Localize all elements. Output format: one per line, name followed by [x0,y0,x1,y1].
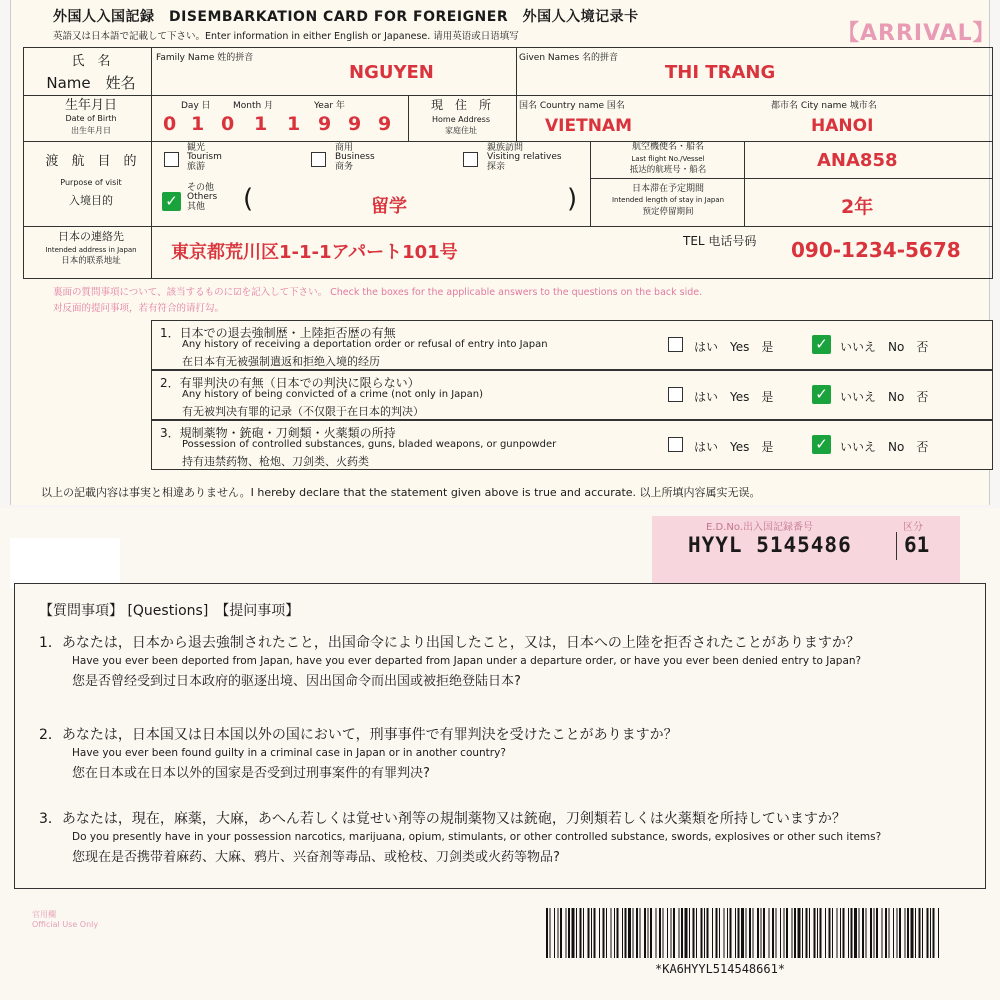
barcode [546,908,940,958]
dob-digit[interactable]: 1 [191,113,205,135]
barcode-text: *KA6HYYL514548661* [655,962,786,976]
yes-checkbox[interactable] [668,337,683,352]
flight-label-jp: 航空機便名・船名 [631,142,704,152]
family-name-field[interactable]: NGUYEN [349,62,434,83]
stay-label-jp: 日本滞在予定期間 [631,184,704,194]
question-row: 1．日本での退去強制歴・上陸拒否歴の有無 Any history of receiving a deportation order or refusal of entry into Japan 在日本有无被强制遣返和拒绝入境的经历 はい Yes 是 ✓ いいえ No 否 [151,320,993,370]
family-name-label: Family Name 姓的拼音 [156,53,254,63]
back-question: 1．あなたは，日本から退去強制されたこと，出国命令により出国したこと，又は，日本への上陸を拒否されたことがありますか？ Have you ever been deported from Japan, have you ever departed from Japan under a departure order, or have you ever been denied entry to Japan? 您是否曾经受到过日本政府的驱逐出境、因出国命令而出国或被拒绝登陆日本? [39,635,862,689]
visiting-relatives-checkbox[interactable] [463,152,478,167]
instruction-notice-cn: 对反面的提问事项，若有符合的请打勾。 [53,303,225,314]
kubun-label: 区分 [903,522,923,533]
country-field[interactable]: VIETNAM [545,116,632,136]
stay-label-cn: 预定停留期间 [642,207,694,217]
dob-digit[interactable]: 1 [287,113,301,135]
purpose-label-jp: 渡 航 目 的 [45,154,137,169]
ed-number: HYYL 5145486 [688,533,852,557]
name-label-en: Name 姓名 [46,74,136,92]
others-checkbox-checked[interactable]: ✓ [162,192,181,211]
no-checkbox-checked[interactable]: ✓ [812,385,831,404]
tourism-checkbox[interactable] [164,152,179,167]
flight-number-field[interactable]: ANA858 [817,150,898,171]
tel-field[interactable]: 090-1234-5678 [791,238,961,262]
redacted-area [10,538,120,588]
yes-checkbox[interactable] [668,437,683,452]
no-label: いいえ No 否 [840,440,929,454]
stay-length-field[interactable]: 2年 [841,196,874,218]
dob-digit[interactable]: 9 [378,113,392,135]
declaration-text: 以上の記載内容は事実と相違ありません。I hereby declare that the statement given above is true and accurate. 以上所填内容属实无误。 [41,486,761,499]
city-field[interactable]: HANOI [811,116,874,136]
dob-digit[interactable]: 9 [318,113,332,135]
dob-digit[interactable]: 9 [348,113,362,135]
yes-label: はい Yes 是 [694,340,774,354]
name-label-jp: 氏 名 [71,54,111,69]
month-label: Month 月 [233,101,274,111]
questions-header: 【質問事項】 [Questions] 【提问事项】 [39,603,300,619]
ed-separator [896,532,897,560]
ed-number-label: E.D.No.出入国記録番号 [706,522,813,533]
dob-digit[interactable]: 1 [254,113,268,135]
contact-label-cn: 日本的联系地址 [61,256,121,266]
flight-label-cn: 抵达的航班号・船名 [629,165,707,175]
no-label: いいえ No 否 [840,390,929,404]
contact-label-en: Intended address in Japan [45,246,137,254]
arrival-label: 【ARRIVAL】 [837,21,996,46]
flight-label-en: Last flight No./Vessel [631,155,705,163]
home-address-label-cn: 家庭住址 [445,126,477,135]
year-label: Year 年 [314,101,345,111]
home-address-label-en: Home Address [431,115,491,124]
japan-address-field[interactable]: 東京都荒川区1-1-1アパート101号 [171,242,458,263]
questions-panel [14,583,986,889]
yes-label: はい Yes 是 [694,390,774,404]
kubun-value: 61 [904,533,930,557]
dob-digit[interactable]: 0 [221,113,235,135]
card-title: 外国人入国記録 DISEMBARKATION CARD FOR FOREIGNER 外国人入境记录卡 [53,9,639,25]
visiting-relatives-option: 親族訪問 Visiting relatives 探亲 [487,143,562,172]
back-question: 3．あなたは，現在，麻薬，大麻，あへん若しくは覚せい剤等の規制薬物又は銃砲，刀剣類若しくは火薬類を所持していますか？ Do you presently have in your possession narcotics, marijuana, opium, stimulants, or other controlled substance, swords, explosives or other such items? 您现在是否携带着麻药、大麻、鸦片、兴奋剂等毒品、或枪枝、刀剑类或火药等物品? [39,811,882,865]
given-name-field[interactable]: THI TRANG [665,62,776,83]
others-option: その他 Others 其他 [187,183,218,212]
business-option: 商用 Business 商务 [335,143,375,172]
given-name-label: Given Names 名的拼音 [519,53,619,63]
city-label: 都市名 City name 城市名 [771,101,877,111]
yes-checkbox[interactable] [668,387,683,402]
home-address-label-jp: 現 住 所 [430,98,491,112]
no-checkbox-checked[interactable]: ✓ [812,335,831,354]
business-checkbox[interactable] [311,152,326,167]
instruction-notice: 裏面の質問事項について、該当するものに☑を記入して下さい。 Check the boxes for the applicable answers to the questions on the back side. [53,287,703,298]
yes-label: はい Yes 是 [694,440,774,454]
no-checkbox-checked[interactable]: ✓ [812,435,831,454]
question-row: 3．規制薬物・銃砲・刀剣類・火薬類の所持 Possession of controlled substances, guns, bladed weapons, or gunpowder 持有违禁药物、枪炮、刀剑类、火药类 はい Yes 是 ✓ いいえ No 否 [151,420,993,470]
no-label: いいえ No 否 [840,340,929,354]
tourism-option: 観光 Tourism 旅游 [187,143,222,172]
purpose-label-cn: 入境目的 [69,194,113,207]
contact-label-jp: 日本の連絡先 [58,230,124,243]
dob-label-jp: 生年月日 [64,98,117,113]
question-row: 2．有罪判決の有無（日本での判決に限らない） Any history of being convicted of a crime (not only in Japan) 有无被判决有罪的记录（不仅限于在日本的判决） はい Yes 是 ✓ いいえ No 否 [151,370,993,420]
purpose-label-en: Purpose of visit [60,178,122,187]
stay-label-en: Intended length of stay in Japan [611,196,725,204]
disembarkation-card-front [10,0,996,505]
paren-open: ( [243,184,254,214]
official-use-label: 官用欄 Official Use Only [32,910,99,930]
dob-label-cn: 出生年月日 [71,126,111,135]
dob-label-en: Date of Birth [65,114,117,123]
dob-digit[interactable]: 0 [163,113,177,135]
back-question: 2．あなたは，日本国又は日本国以外の国において，刑事事件で有罪判決を受けたことがありますか？ Have you ever been found guilty in a criminal case in Japan or in another country? 您在日本或在日本以外的国家是否受到过刑事案件的有罪判决? [39,727,678,781]
disembarkation-card-back [0,508,1000,1000]
tel-label: TEL 电话号码 [683,234,757,248]
day-label: Day 日 [181,101,211,111]
others-value-field[interactable]: 留学 [371,196,407,217]
card-subtitle: 英語又は日本語で記載して下さい。Enter information in either English or Japanese. 请用英语或日语填写 [53,31,519,42]
paren-close: ) [567,184,578,214]
country-label: 国名 Country name 国名 [519,101,625,111]
